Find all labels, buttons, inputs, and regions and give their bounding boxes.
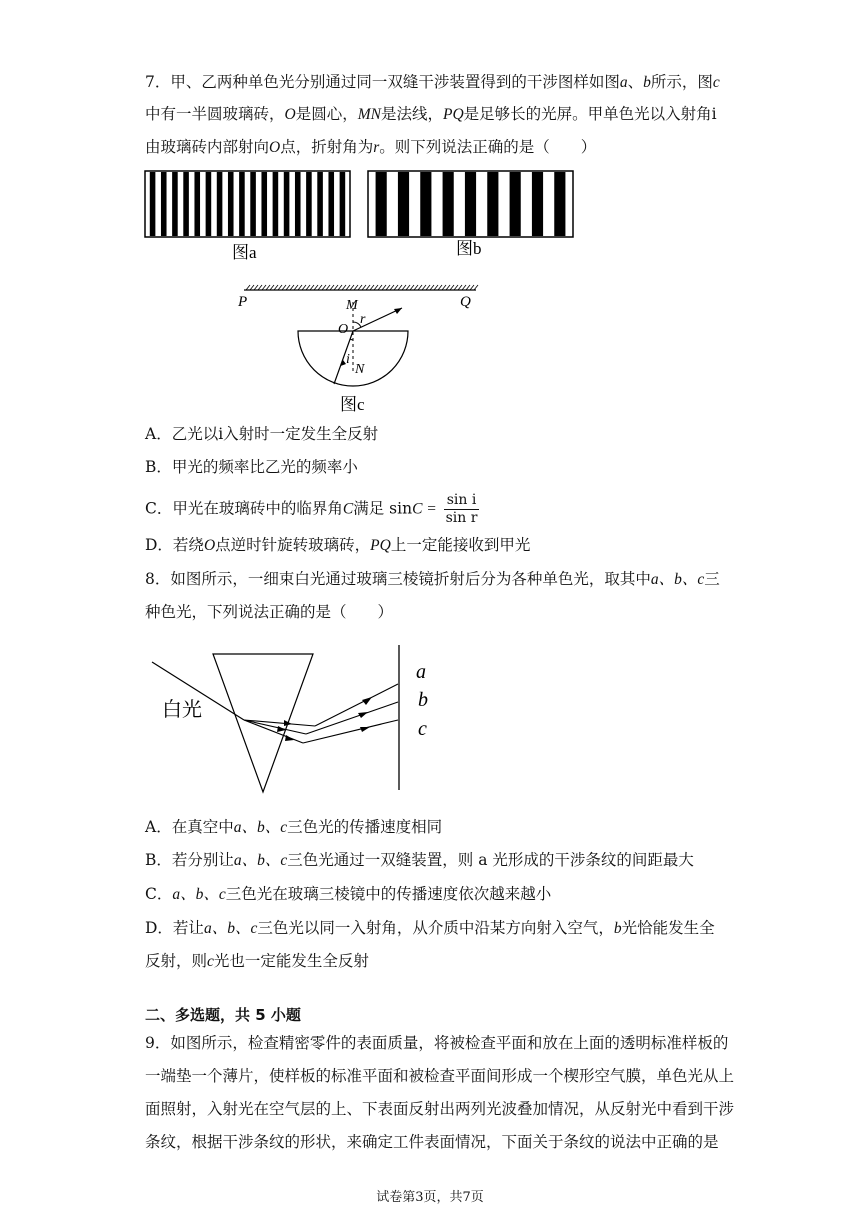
outer-arrow-a <box>362 697 372 705</box>
interference-stripe <box>340 172 346 236</box>
sin-ratio-fraction: $\frac{\text{sin i}}{\text{sin r}}$ <box>445 492 478 526</box>
q8-option-b: B．若分别让a、b、c三色光通过一双缝装置，则 a 光形成的干涉条纹的间距最大 <box>145 851 694 869</box>
hatch-mark <box>454 285 458 290</box>
interference-stripe <box>217 172 223 236</box>
outer-arrow-b <box>358 712 368 718</box>
hatch-mark <box>266 285 270 290</box>
label-n: N <box>355 362 365 377</box>
interference-stripe <box>487 172 498 236</box>
hatch-mark <box>442 285 446 290</box>
q9-line-1: 9．如图所示，检查精密零件的表面质量，将被检查平面和放在上面的透明标准样板的 <box>145 1034 729 1052</box>
interference-stripe <box>328 172 334 236</box>
label-o: O <box>338 322 349 337</box>
hatch-mark <box>286 285 290 290</box>
label-m: M <box>346 298 358 313</box>
hatch-mark <box>398 285 402 290</box>
hatch-mark <box>282 285 286 290</box>
interference-stripe <box>239 172 245 236</box>
hatch-mark <box>378 285 382 290</box>
label-i: i <box>346 352 350 367</box>
interference-stripe <box>443 172 454 236</box>
outer-arrow-c <box>360 727 370 732</box>
outer-ray-c <box>303 720 398 743</box>
interference-stripe <box>295 172 301 236</box>
hatch-mark <box>330 285 334 290</box>
q7-option-d: D．若绕O点逆时针旋转玻璃砖，PQ上一定能接收到甲光 <box>145 536 531 554</box>
hatch-mark <box>446 285 450 290</box>
hatch-mark <box>318 285 322 290</box>
label-q: Q <box>460 294 471 310</box>
hatch-mark <box>474 285 478 290</box>
hatch-mark <box>258 285 262 290</box>
hatch-mark <box>390 285 394 290</box>
hatch-mark <box>366 285 370 290</box>
q8-stem-line-1: 8．如图所示，一细束白光通过玻璃三棱镜折射后分为各种单色光，取其中a、b、c三 <box>145 570 720 588</box>
hatch-mark <box>290 285 294 290</box>
q7-option-b: B．甲光的频率比乙光的频率小 <box>145 458 358 476</box>
interference-stripe <box>250 172 256 236</box>
interference-stripe <box>465 172 476 236</box>
figure-b-pattern <box>368 171 573 237</box>
interference-stripe <box>206 172 212 236</box>
hatch-mark <box>470 285 474 290</box>
hatch-mark <box>434 285 438 290</box>
q7-option-c: C．甲光在玻璃砖中的临界角C满足 sinC = $\frac{\text{sin i}}{\text{sin r}}$ <box>145 492 478 526</box>
q7-figure-c <box>230 282 471 417</box>
interference-stripe <box>161 172 167 236</box>
inner-arrow-c <box>285 735 294 741</box>
hatch-mark <box>354 285 358 290</box>
glass-prism <box>213 654 313 792</box>
q9-line-3: 面照射，入射光在空气层的上、下表面反射出两列光波叠加情况，从反射光中看到干涉 <box>145 1100 735 1118</box>
q7-stem-line-3: 由玻璃砖内部射向O点，折射角为r。则下列说法正确的是（ ） <box>145 138 597 156</box>
interference-stripe <box>284 172 290 236</box>
interference-stripe <box>532 172 543 236</box>
hatch-mark <box>262 285 266 290</box>
q9-line-4: 条纹，根据干涉条纹的形状，来确定工件表面情况，下面关于条纹的说法中正确的是 <box>145 1133 719 1151</box>
hatch-mark <box>414 285 418 290</box>
interference-stripe <box>554 172 565 236</box>
hatch-mark <box>402 285 406 290</box>
interference-stripe <box>420 172 431 236</box>
interference-stripe <box>306 172 312 236</box>
interference-stripe <box>172 172 178 236</box>
hatch-mark <box>302 285 306 290</box>
hatch-mark <box>430 285 434 290</box>
hatch-mark <box>334 285 338 290</box>
hatch-mark <box>326 285 330 290</box>
hatch-mark <box>386 285 390 290</box>
q7-option-a: A．乙光以i入射时一定发生全反射 <box>145 425 379 443</box>
hatch-mark <box>374 285 378 290</box>
refracted-arrow <box>394 308 402 314</box>
figure-b-caption: 图b <box>456 239 482 258</box>
interference-stripe <box>376 172 387 236</box>
figure-a-pattern <box>145 171 350 237</box>
q8-option-d-line-1: D．若让a、b、c三色光以同一入射角，从介质中沿某方向射入空气，b光恰能发生全 <box>145 919 715 937</box>
interference-stripe <box>317 172 323 236</box>
q7-stem-line-1: 7．甲、乙两种单色光分别通过同一双缝干涉装置得到的干涉图样如图a、b所示，图c <box>145 73 720 91</box>
hatch-mark <box>346 285 350 290</box>
figure-c-caption: 图c <box>340 395 365 414</box>
interference-stripe <box>183 172 189 236</box>
q9-line-2: 一端垫一个薄片，使样板的标准平面和被检查平面间形成一个楔形空气膜，单色光从上 <box>145 1067 735 1085</box>
interference-stripe <box>150 172 156 236</box>
hatch-mark <box>342 285 346 290</box>
figure-a-caption: 图a <box>232 243 257 262</box>
section-2-heading: 二、多选题，共 5 小题 <box>145 1006 301 1024</box>
hatch-mark <box>270 285 274 290</box>
q7-interference-figures <box>140 166 580 266</box>
hatch-mark <box>410 285 414 290</box>
label-a: a <box>416 661 426 683</box>
hatch-mark <box>274 285 278 290</box>
hatch-mark <box>458 285 462 290</box>
q8-option-d-line-2: 反射，则c光也一定能发生全反射 <box>145 952 369 970</box>
hatch-mark <box>298 285 302 290</box>
hatch-mark <box>250 285 254 290</box>
hatch-mark <box>406 285 410 290</box>
hatch-mark <box>306 285 310 290</box>
interference-stripe <box>398 172 409 236</box>
q7-stem-line-2: 中有一半圆玻璃砖，O是圆心，MN是法线，PQ是足够长的光屏。甲单色光以入射角i <box>145 105 717 123</box>
hatch-mark <box>254 285 258 290</box>
hatch-mark <box>466 285 470 290</box>
label-b: b <box>418 689 428 711</box>
hatch-mark <box>462 285 466 290</box>
q8-option-a: A．在真空中a、b、c三色光的传播速度相同 <box>145 818 443 836</box>
hatch-mark <box>450 285 454 290</box>
white-light-label: 白光 <box>162 699 202 721</box>
q8-stem-line-2: 种色光，下列说法正确的是（ ） <box>145 603 394 621</box>
hatch-mark <box>394 285 398 290</box>
hatch-mark <box>310 285 314 290</box>
hatch-mark <box>362 285 366 290</box>
hatch-mark <box>370 285 374 290</box>
interference-stripe <box>261 172 267 236</box>
hatch-mark <box>278 285 282 290</box>
q8-prism-figure <box>140 640 460 800</box>
outer-ray-a <box>315 684 398 726</box>
label-c: c <box>418 718 427 740</box>
hatch-mark <box>246 285 250 290</box>
hatch-mark <box>382 285 386 290</box>
screen-hatching <box>246 285 478 290</box>
interference-stripe <box>194 172 200 236</box>
hatch-mark <box>338 285 342 290</box>
hatch-mark <box>438 285 442 290</box>
hatch-mark <box>422 285 426 290</box>
interference-stripe <box>510 172 521 236</box>
hatch-mark <box>418 285 422 290</box>
label-r: r <box>360 312 366 327</box>
page-footer: 试卷第3页，共7页 <box>376 1190 484 1205</box>
hatch-mark <box>426 285 430 290</box>
interference-stripe <box>273 172 279 236</box>
q8-option-c: C．a、b、c三色光在玻璃三棱镜中的传播速度依次越来越小 <box>145 885 552 903</box>
hatch-mark <box>350 285 354 290</box>
label-p: P <box>238 294 248 310</box>
interference-stripe <box>228 172 234 236</box>
hatch-mark <box>322 285 326 290</box>
hatch-mark <box>294 285 298 290</box>
hatch-mark <box>358 285 362 290</box>
hatch-mark <box>314 285 318 290</box>
